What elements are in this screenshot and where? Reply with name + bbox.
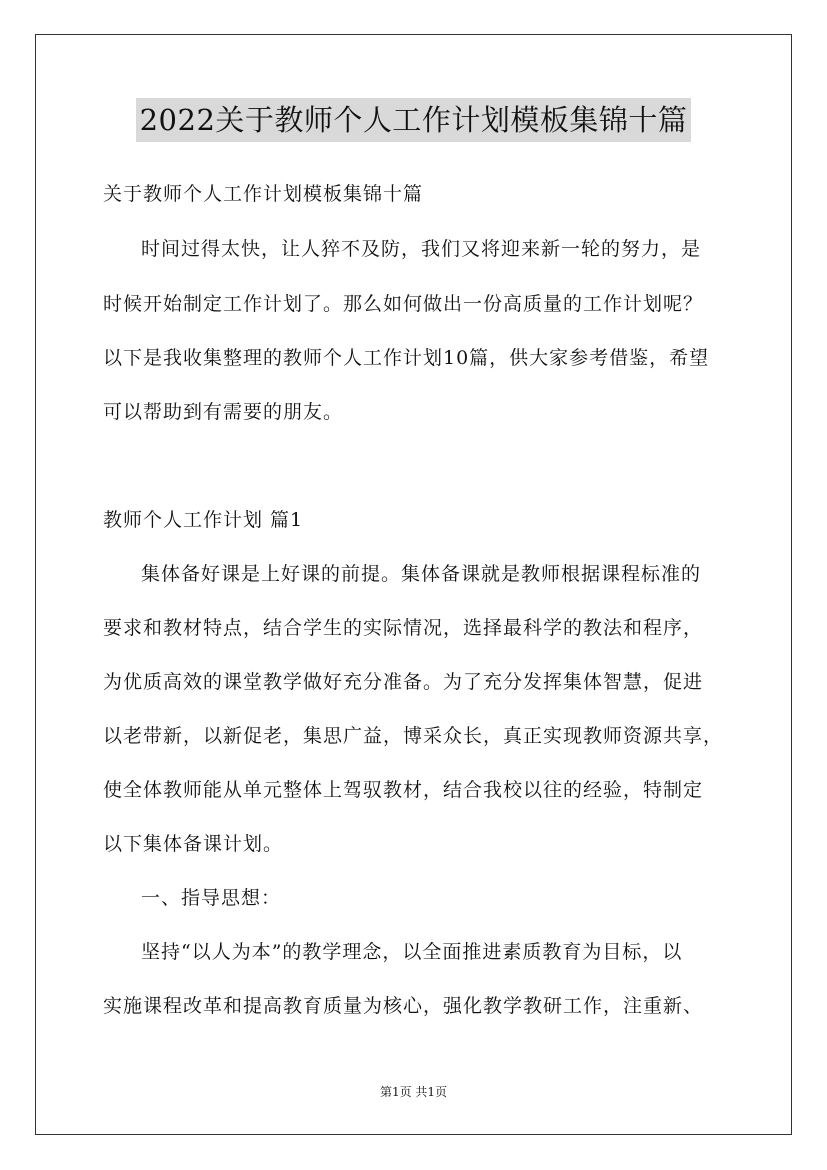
body-line: 集体备好课是上好课的前提。集体备课就是教师根据课程标准的 xyxy=(141,563,702,585)
body-line: 使全体教师能从单元整体上驾驭教材，结合我校以往的经验，特制定 xyxy=(103,779,704,801)
intro-line: 可以帮助到有需要的朋友。 xyxy=(103,401,344,423)
subheading: 一、指导思想： xyxy=(141,887,282,909)
intro-line: 时间过得太快，让人猝不及防，我们又将迎来新一轮的努力，是 xyxy=(141,238,702,260)
intro-line: 以下是我收集整理的教师个人工作计划10篇，供大家参考借鉴，希望 xyxy=(103,347,710,369)
body-line: 要求和教材特点，结合学生的实际情况，选择最科学的教法和程序， xyxy=(103,617,704,639)
section-heading: 教师个人工作计划 篇1 xyxy=(103,509,304,531)
guide-line: 实施课程改革和提高教育质量为核心，强化教学教研工作，注重新、 xyxy=(103,995,704,1017)
body-line: 以老带新，以新促老，集思广益，博采众长，真正实现教师资源共享， xyxy=(103,725,724,747)
intro-line: 时候开始制定工作计划了。那么如何做出一份高质量的工作计划呢？ xyxy=(103,293,704,315)
body-line: 为优质高效的课堂教学做好充分准备。为了充分发挥集体智慧，促进 xyxy=(103,671,704,693)
body-line: 以下集体备课计划。 xyxy=(103,833,284,855)
guide-line: 坚持“以人为本”的教学理念，以全面推进素质教育为目标，以 xyxy=(141,941,683,963)
document-title: 2022关于教师个人工作计划模板集锦十篇 xyxy=(136,98,692,142)
page-number: 第1页 共1页 xyxy=(379,1085,448,1099)
document-subtitle: 关于教师个人工作计划模板集锦十篇 xyxy=(103,183,424,205)
title-container xyxy=(0,98,827,142)
